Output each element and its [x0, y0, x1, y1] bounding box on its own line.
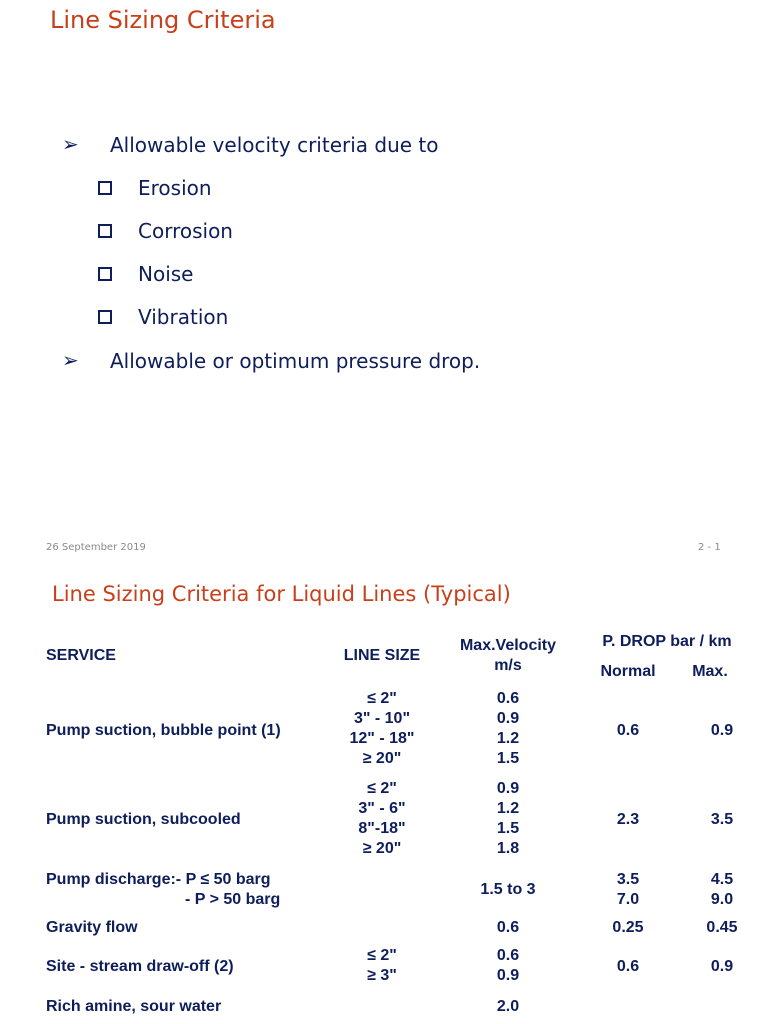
pdrop-normal-value: 7.0	[616, 891, 640, 908]
row-service-continued: - P > 50 barg	[185, 891, 281, 908]
pdrop-max-value: 9.0	[710, 891, 734, 908]
arrow-bullet-icon: ➢	[62, 350, 79, 372]
line-size-value: ≤ 2"	[367, 780, 397, 797]
footer-page-number: 2 - 1	[698, 542, 721, 553]
arrow-bullet-icon: ➢	[62, 134, 79, 156]
velocity-value: 0.9	[496, 710, 520, 727]
bullet-text: Allowable velocity criteria due to	[110, 132, 439, 157]
row-velocities	[448, 946, 568, 986]
pdrop-max-value: 3.5	[710, 811, 734, 828]
subbullet-vibration	[98, 305, 228, 329]
pdrop-normal-value: 0.6	[616, 958, 640, 975]
velocity-value: 1.5	[496, 820, 520, 837]
bullet-text: Allowable or optimum pressure drop.	[110, 348, 481, 373]
row-velocities	[448, 689, 568, 769]
line-size-value: 12" - 18"	[349, 730, 415, 747]
subbullet-text: Erosion	[138, 176, 212, 200]
line-size-value: ≥ 3"	[367, 967, 397, 984]
row-service: Site - stream draw-off (2)	[46, 958, 234, 975]
line-size-value: 8"-18"	[358, 820, 406, 837]
header-service: SERVICE	[46, 647, 116, 664]
subbullet-text: Noise	[138, 262, 194, 286]
row-service: Pump suction, subcooled	[46, 811, 241, 828]
subbullet-noise	[98, 262, 193, 286]
line-size-value: ≥ 20"	[362, 750, 402, 767]
subbullet-text: Corrosion	[138, 219, 233, 243]
row-service: Pump suction, bubble point (1)	[46, 722, 281, 739]
line-size-value: ≤ 2"	[367, 690, 397, 707]
pdrop-normal-value: 2.3	[616, 811, 640, 828]
row-line-sizes	[322, 779, 442, 859]
velocity-value: 0.9	[496, 780, 520, 797]
velocity-value: 1.8	[496, 840, 520, 857]
line-size-value: ≥ 20"	[362, 840, 402, 857]
checkbox-icon	[98, 224, 112, 238]
line-size-value: 3" - 10"	[353, 710, 411, 727]
velocity-value: 1.2	[496, 730, 520, 747]
row-line-sizes	[322, 689, 442, 769]
row-service: Rich amine, sour water	[46, 998, 222, 1015]
checkbox-icon	[98, 181, 112, 195]
row-service: Pump discharge:- P ≤ 50 barg	[46, 871, 271, 888]
pdrop-max-value: 0.45	[706, 919, 738, 936]
row-velocities	[448, 779, 568, 859]
header-max: Max.	[692, 663, 728, 680]
subbullet-erosion	[98, 176, 212, 200]
slide-title: Line Sizing Criteria for Liquid Lines (Typical)	[52, 582, 511, 606]
velocity-value: 0.6	[496, 947, 520, 964]
velocity-value: 1.2	[496, 800, 520, 817]
velocity-value: 0.6	[496, 919, 520, 936]
pdrop-max-values	[687, 870, 757, 910]
checkbox-icon	[98, 267, 112, 281]
footer-date: 26 September 2019	[46, 542, 146, 553]
subbullet-text: Vibration	[138, 305, 229, 329]
pdrop-normal-values	[588, 870, 668, 910]
line-size-value: 3" - 6"	[358, 800, 406, 817]
velocity-value: 1.5 to 3	[480, 881, 536, 898]
bullet-pressure-drop	[62, 348, 480, 373]
slide-title: Line Sizing Criteria	[50, 6, 276, 34]
header-normal: Normal	[600, 663, 656, 680]
line-size-value: ≤ 2"	[367, 947, 397, 964]
pdrop-max-value: 4.5	[710, 871, 734, 888]
pdrop-normal-value: 3.5	[616, 871, 640, 888]
velocity-value: 2.0	[496, 998, 520, 1015]
header-velocity-unit: m/s	[494, 657, 522, 674]
bullet-velocity	[62, 132, 439, 157]
pdrop-normal-value: 0.25	[612, 919, 644, 936]
pdrop-max-value: 0.9	[710, 722, 734, 739]
header-pressure-drop: P. DROP bar / km	[602, 633, 732, 650]
subbullet-corrosion	[98, 219, 233, 243]
header-line-size: LINE SIZE	[343, 647, 421, 664]
velocity-value: 1.5	[496, 750, 520, 767]
velocity-value: 0.6	[496, 690, 520, 707]
row-line-sizes	[322, 946, 442, 986]
row-service: Gravity flow	[46, 919, 138, 936]
velocity-value: 0.9	[496, 967, 520, 984]
pdrop-normal-value: 0.6	[616, 722, 640, 739]
pdrop-max-value: 0.9	[710, 958, 734, 975]
header-velocity: Max.Velocity	[459, 637, 557, 654]
checkbox-icon	[98, 310, 112, 324]
